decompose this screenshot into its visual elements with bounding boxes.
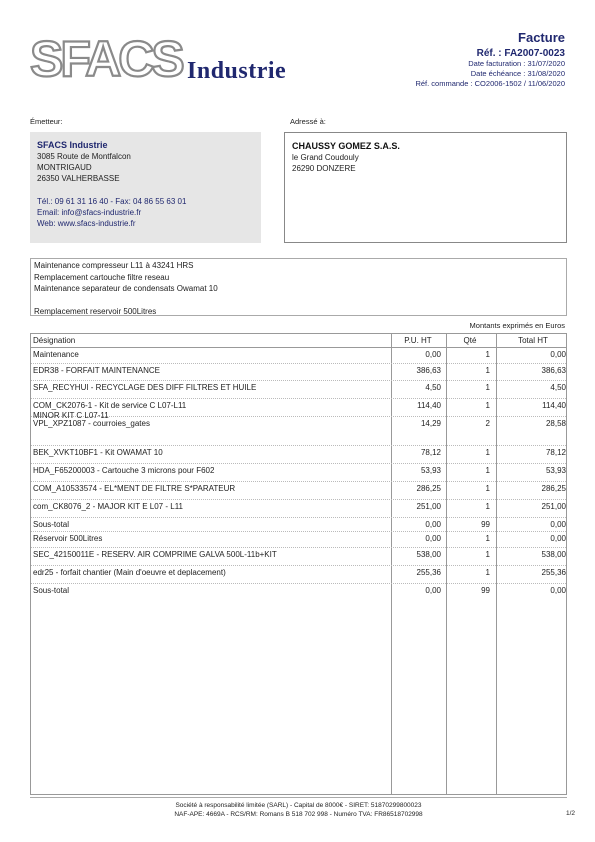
table-row bbox=[31, 381, 566, 399]
recipient-box bbox=[284, 132, 567, 243]
issuer-city: MONTRIGAUD bbox=[37, 163, 92, 172]
logo-wordmark: SFACS bbox=[30, 32, 182, 87]
item-quantity: 1 bbox=[485, 466, 490, 475]
table-row bbox=[31, 548, 566, 566]
item-total: 0,00 bbox=[550, 534, 566, 543]
item-unit-price: 53,93 bbox=[420, 466, 441, 475]
item-quantity: 1 bbox=[485, 448, 490, 457]
item-designation: BEK_XVKT10BF1 - Kit OWAMAT 10 bbox=[33, 448, 163, 457]
item-designation: SEC_42150011E - RESERV. AIR COMPRIME GALVA 500L-11b+KIT bbox=[33, 550, 277, 559]
table-row bbox=[31, 566, 566, 584]
description-line: Maintenance compresseur L11 à 43241 HRS bbox=[34, 261, 194, 270]
page-number: 1/2 bbox=[565, 810, 575, 817]
item-total: 286,25 bbox=[541, 484, 566, 493]
item-quantity: 1 bbox=[485, 383, 490, 392]
item-unit-price: 0,00 bbox=[425, 350, 441, 359]
legal-footer bbox=[30, 797, 567, 819]
item-quantity: 2 bbox=[485, 419, 490, 428]
item-unit-price: 14,29 bbox=[420, 419, 441, 428]
header-quantity: Qté bbox=[463, 336, 477, 345]
item-quantity: 1 bbox=[485, 366, 490, 375]
item-quantity: 99 bbox=[481, 586, 490, 595]
table-row bbox=[31, 532, 566, 548]
table-row bbox=[31, 482, 566, 500]
item-total: 0,00 bbox=[550, 520, 566, 529]
item-unit-price: 251,00 bbox=[416, 502, 441, 511]
issuer-website: Web: www.sfacs-industrie.fr bbox=[37, 219, 136, 228]
description-line: Remplacement reservoir 500Litres bbox=[34, 307, 157, 316]
item-designation: com_CK8076_2 - MAJOR KIT E L07 - L11 bbox=[33, 502, 183, 511]
item-total: 78,12 bbox=[545, 448, 566, 457]
description-line: Maintenance separateur de condensats Owamat 10 bbox=[34, 284, 218, 293]
item-unit-price: 386,63 bbox=[416, 366, 441, 375]
order-reference: Réf. commande : CO2006-1502 / 11/06/2020 bbox=[415, 79, 565, 88]
item-designation: edr25 - forfait chantier (Main d'oeuvre et deplacement) bbox=[33, 568, 226, 577]
item-unit-price: 0,00 bbox=[425, 520, 441, 529]
sfacs-logo-mark bbox=[30, 32, 190, 87]
issuer-postcode: 26350 VALHERBASSE bbox=[37, 174, 120, 183]
invoice-header bbox=[415, 30, 565, 89]
table-row bbox=[31, 399, 566, 420]
item-designation: Maintenance bbox=[33, 350, 79, 359]
issuer-box bbox=[30, 132, 261, 243]
item-quantity: 1 bbox=[485, 484, 490, 493]
item-quantity: 99 bbox=[481, 520, 490, 529]
currency-note: Montants exprimés en Euros bbox=[469, 321, 565, 330]
table-row bbox=[31, 348, 566, 364]
item-total: 0,00 bbox=[550, 350, 566, 359]
invoice-description bbox=[30, 258, 567, 316]
item-unit-price: 0,00 bbox=[425, 586, 441, 595]
table-row bbox=[31, 364, 566, 381]
invoice-date: Date facturation : 31/07/2020 bbox=[468, 59, 565, 68]
issuer-name: SFACS Industrie bbox=[37, 140, 108, 150]
header-unit-price: P.U. HT bbox=[404, 336, 432, 345]
recipient-postcode: 26290 DONZERE bbox=[292, 164, 356, 173]
item-unit-price: 78,12 bbox=[420, 448, 441, 457]
footer-line-2: NAF-APE: 4669A - RCS/RM: Romans B 518 702 998 - Numéro TVA: FR86518702998 bbox=[174, 811, 423, 818]
header-total: Total HT bbox=[518, 336, 548, 345]
header-designation: Désignation bbox=[33, 336, 76, 345]
due-date: Date échéance : 31/08/2020 bbox=[470, 69, 565, 78]
invoice-reference: Réf. : FA2007-0023 bbox=[476, 48, 565, 59]
item-unit-price: 114,40 bbox=[417, 401, 441, 410]
item-total: 114,40 bbox=[542, 401, 566, 410]
table-row bbox=[31, 417, 566, 446]
table-row bbox=[31, 464, 566, 482]
item-designation: Sous-total bbox=[33, 520, 70, 529]
item-quantity: 1 bbox=[485, 550, 490, 559]
item-unit-price: 0,00 bbox=[425, 534, 441, 543]
item-quantity: 1 bbox=[485, 401, 490, 410]
item-designation: COM_CK2076-1 - Kit de service C L07-L11 bbox=[33, 401, 187, 410]
item-designation: SFA_RECYHUI - RECYCLAGE DES DIFF FILTRES ET HUILE bbox=[33, 383, 257, 392]
item-quantity: 1 bbox=[485, 534, 490, 543]
item-quantity: 1 bbox=[485, 350, 490, 359]
issuer-phone-fax: Tél.: 09 61 31 16 40 - Fax: 04 86 55 63 01 bbox=[37, 197, 187, 206]
table-row bbox=[31, 518, 566, 532]
item-total: 4,50 bbox=[550, 383, 566, 392]
document-title: Facture bbox=[518, 30, 565, 45]
recipient-label: Adressé à: bbox=[290, 117, 326, 126]
table-header bbox=[31, 334, 566, 348]
item-total: 255,36 bbox=[541, 568, 566, 577]
item-total: 28,58 bbox=[545, 419, 566, 428]
item-unit-price: 4,50 bbox=[425, 383, 441, 392]
description-line: Remplacement cartouche filtre reseau bbox=[34, 272, 170, 282]
item-designation: COM_A10533574 - EL*MENT DE FILTRE S*PARATEUR bbox=[33, 484, 236, 493]
company-logo bbox=[30, 32, 320, 87]
item-designation-detail: MINOR KIT C L07-11 bbox=[33, 411, 109, 420]
item-designation: Sous-total bbox=[33, 586, 70, 595]
item-total: 251,00 bbox=[541, 502, 566, 511]
item-designation: Réservoir 500Litres bbox=[33, 534, 103, 543]
issuer-label: Émetteur: bbox=[30, 117, 63, 126]
description-line bbox=[34, 295, 563, 307]
item-total: 0,00 bbox=[550, 586, 566, 595]
issuer-email: Email: info@sfacs-industrie.fr bbox=[37, 208, 142, 217]
item-total: 53,93 bbox=[545, 466, 566, 475]
footer-line-1: Société à responsabilité limitée (SARL) - Capital de 8000€ - SIRET: 51870299800023 bbox=[175, 802, 422, 809]
item-total: 538,00 bbox=[541, 550, 566, 559]
item-designation: HDA_F65200003 - Cartouche 3 microns pour F602 bbox=[33, 466, 215, 475]
item-quantity: 1 bbox=[485, 568, 490, 577]
item-unit-price: 538,00 bbox=[416, 550, 441, 559]
recipient-address: le Grand Coudouly bbox=[292, 153, 359, 162]
item-quantity: 1 bbox=[485, 502, 490, 511]
item-designation: VPL_XPZ1087 - courroies_gates bbox=[33, 419, 150, 428]
item-total: 386,63 bbox=[541, 366, 566, 375]
table-row bbox=[31, 584, 566, 602]
logo-subtext: Industrie bbox=[187, 58, 287, 84]
table-row bbox=[31, 500, 566, 518]
item-unit-price: 255,36 bbox=[416, 568, 441, 577]
item-unit-price: 286,25 bbox=[416, 484, 441, 493]
recipient-name: CHAUSSY GOMEZ S.A.S. bbox=[292, 141, 400, 151]
line-items-table bbox=[30, 333, 567, 795]
issuer-address: 3085 Route de Montfalcon bbox=[37, 152, 131, 161]
item-designation: EDR38 - FORFAIT MAINTENANCE bbox=[33, 366, 160, 375]
table-row bbox=[31, 446, 566, 464]
